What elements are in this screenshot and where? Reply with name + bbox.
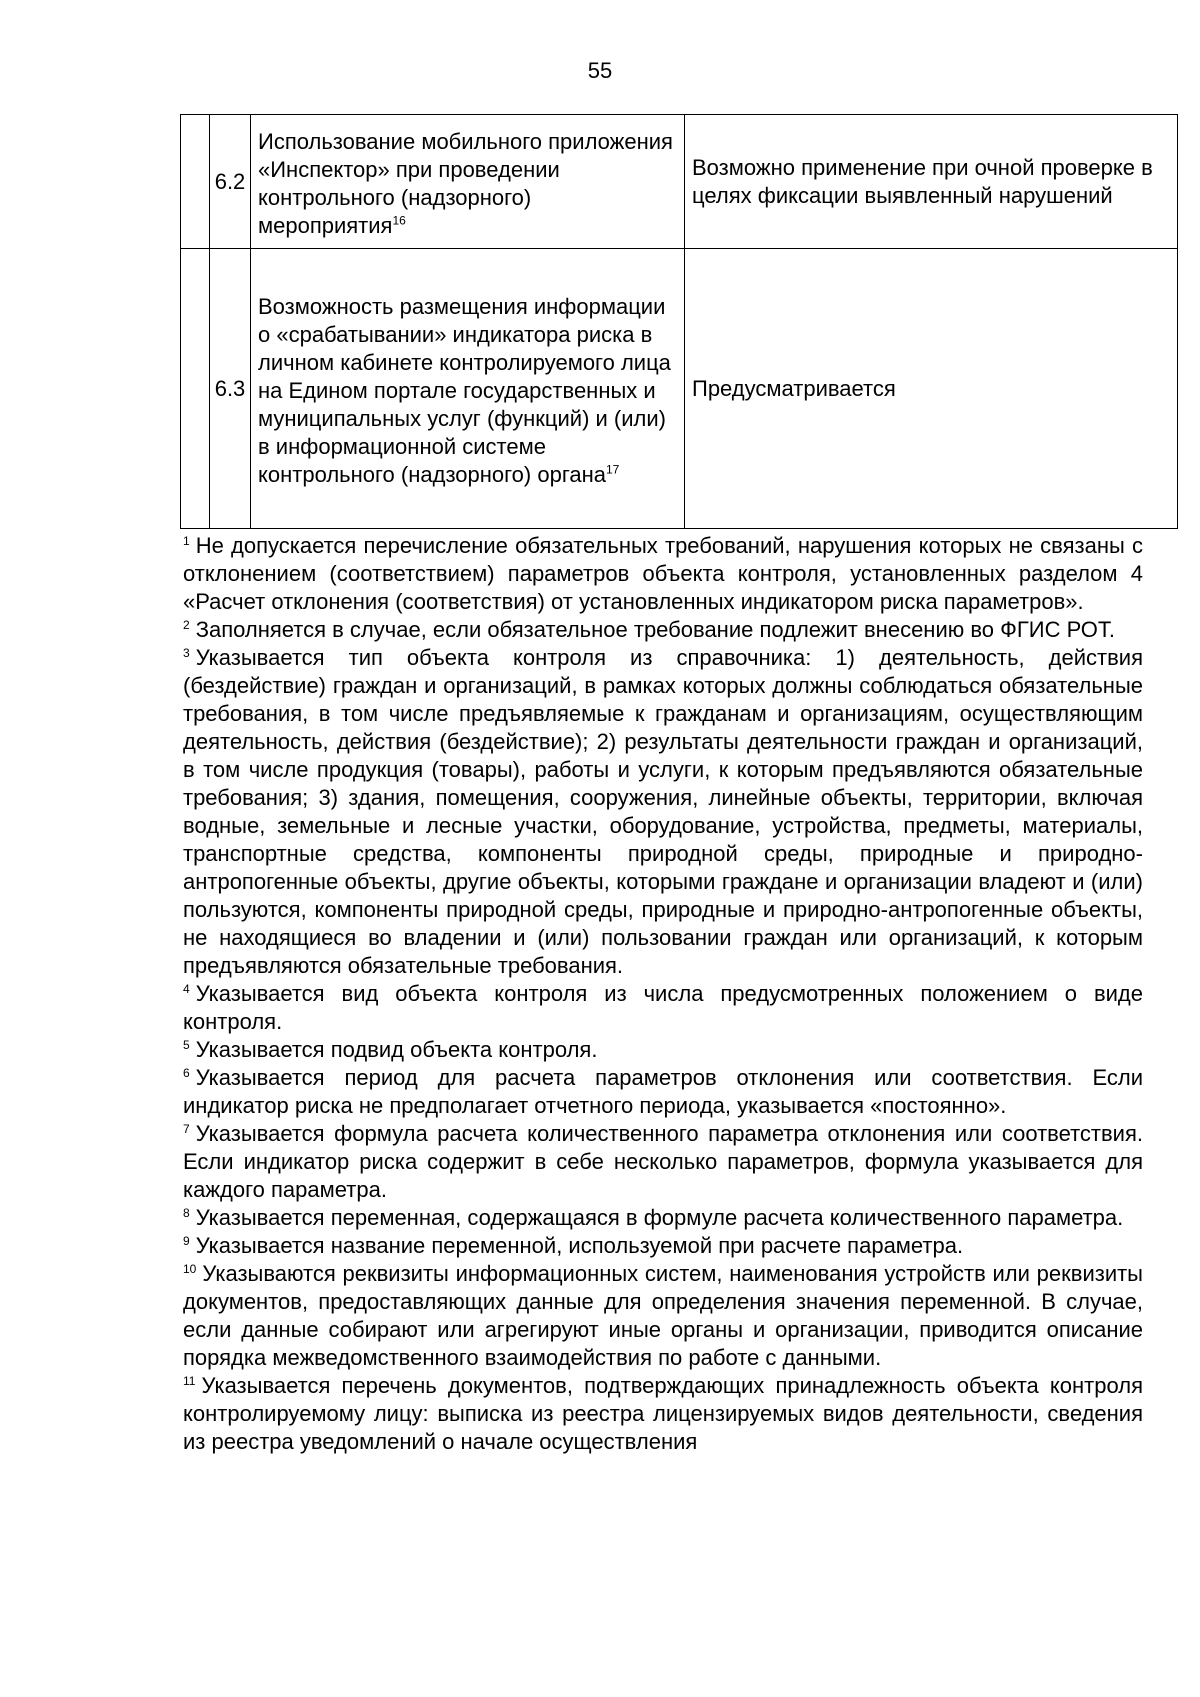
- footnote-mark: 8: [183, 1205, 190, 1220]
- footnote-ref: 17: [605, 462, 620, 477]
- footnote-mark: 2: [183, 617, 190, 632]
- table-row: [181, 115, 1178, 249]
- footnote-text: Не допускается перечисление обязательных требований, нарушения которых не связаны с отклонением (соответствием) параметров объекта контроля, установленных разделом 4 «Расчет отклонения (соответствия) от установленных индикатором риска параметров».: [183, 533, 1143, 614]
- footnote-mark: 6: [183, 1065, 190, 1080]
- footnote: [183, 1372, 1143, 1456]
- row-note: Возможно применение при очной проверке в целях фиксации выявленный нарушений: [692, 154, 1153, 208]
- row-note-cell: [685, 249, 1178, 529]
- footnote-mark: 4: [183, 981, 190, 996]
- footnote: [183, 1064, 1143, 1120]
- row-number-cell: 6.2: [210, 115, 251, 249]
- row-description-cell: [251, 115, 685, 249]
- footnote-mark: 10: [183, 1261, 197, 1276]
- footnote-text: Указывается перечень документов, подтверждающих принадлежность объекта контроля контролируемому лицу: выписка из реестра лицензируемых видов деятельности, сведения из реестра уведомлений о начале осуществления: [183, 1373, 1143, 1454]
- row-description: Использование мобильного приложения «Инспектор» при проведении контрольного (надзорного) мероприятия: [258, 128, 673, 238]
- table-row: [181, 249, 1178, 529]
- footnotes-section: [183, 532, 1143, 1456]
- footnote-mark: 11: [183, 1373, 196, 1388]
- footnote-text: Заполняется в случае, если обязательное требование подлежит внесению во ФГИС РОТ.: [195, 617, 1116, 642]
- footnote-mark: 7: [183, 1121, 190, 1136]
- row-number-cell: 6.3: [210, 249, 251, 529]
- footnote-text: Указывается формула расчета количественного параметра отклонения или соответствия. Если индикатор риска содержит в себе несколько параметров, формула указывается для каждого параметра.: [183, 1121, 1143, 1202]
- footnote-text: Указываются реквизиты информационных систем, наименования устройств или реквизиты документов, предоставляющих данные для определения значения переменной. В случае, если данные собирают или агрегируют иные органы и организации, приводится описание порядка межведомственного взаимодействия по работе с данными.: [183, 1261, 1143, 1370]
- footnote-text: Указывается тип объекта контроля из справочника: 1) деятельность, действия (бездействие) граждан и организаций, в рамках которых должны соблюдаться обязательные требования, в том числе предъявляемые к гражданам и организациям, осуществляющим деятельность, действия (бездействие); 2) результаты деятельности граждан и организаций, в том числе продукция (товары), работы и услуги, к которым предъявляются обязательные требования; 3) здания, помещения, сооружения, линейные объекты, территории, включая водные, земельные и лесные участки, оборудование, устройства, предметы, материалы, транспортные средства, компоненты природной среды, природные и природно-антропогенные объекты, другие объекты, которыми граждане и организации владеют и (или) пользуются, компоненты природной среды, природные и природно-антропогенные объекты, не находящиеся во владении и (или) пользовании граждан или организаций, к которым предъявляются обязательные требования.: [183, 645, 1143, 978]
- row-description: Возможность размещения информации о «срабатывании» индикатора риска в личном кабинете контролируемого лица на Едином портале государственных и муниципальных услуг (функций) и (или) в информационной системе контрольного (надзорного) органа: [258, 293, 671, 487]
- requirements-table: [180, 114, 1178, 529]
- footnote: [183, 980, 1143, 1036]
- row-description-cell: [251, 249, 685, 529]
- footnote: [183, 1120, 1143, 1204]
- footnote: [183, 616, 1143, 644]
- footnote-ref: 16: [392, 213, 406, 228]
- footnote: [183, 1204, 1143, 1232]
- row-note: Предусматривается: [692, 375, 896, 401]
- footnote: [183, 1036, 1143, 1064]
- footnote-text: Указывается подвид объекта контроля.: [195, 1037, 598, 1062]
- blank-cell: [181, 115, 210, 249]
- footnote-text: Указывается название переменной, используемой при расчете параметра.: [195, 1233, 964, 1258]
- footnote: [183, 532, 1143, 616]
- footnote-mark: 5: [183, 1037, 190, 1052]
- footnote: [183, 644, 1143, 980]
- footnote-mark: 1: [183, 533, 190, 548]
- blank-cell: [181, 249, 210, 529]
- footnote-text: Указывается период для расчета параметров отклонения или соответствия. Если индикатор риска не предполагает отчетного периода, указывается «постоянно».: [183, 1065, 1143, 1118]
- footnote: [183, 1260, 1143, 1372]
- footnote-mark: 9: [183, 1233, 190, 1248]
- footnote-mark: 3: [183, 645, 190, 660]
- footnote-text: Указывается вид объекта контроля из числа предусмотренных положением о виде контроля.: [183, 981, 1143, 1034]
- row-note-cell: [685, 115, 1178, 249]
- page-number: 55: [587, 58, 613, 83]
- footnote-text: Указывается переменная, содержащаяся в формуле расчета количественного параметра.: [195, 1205, 1124, 1230]
- footnote: [183, 1232, 1143, 1260]
